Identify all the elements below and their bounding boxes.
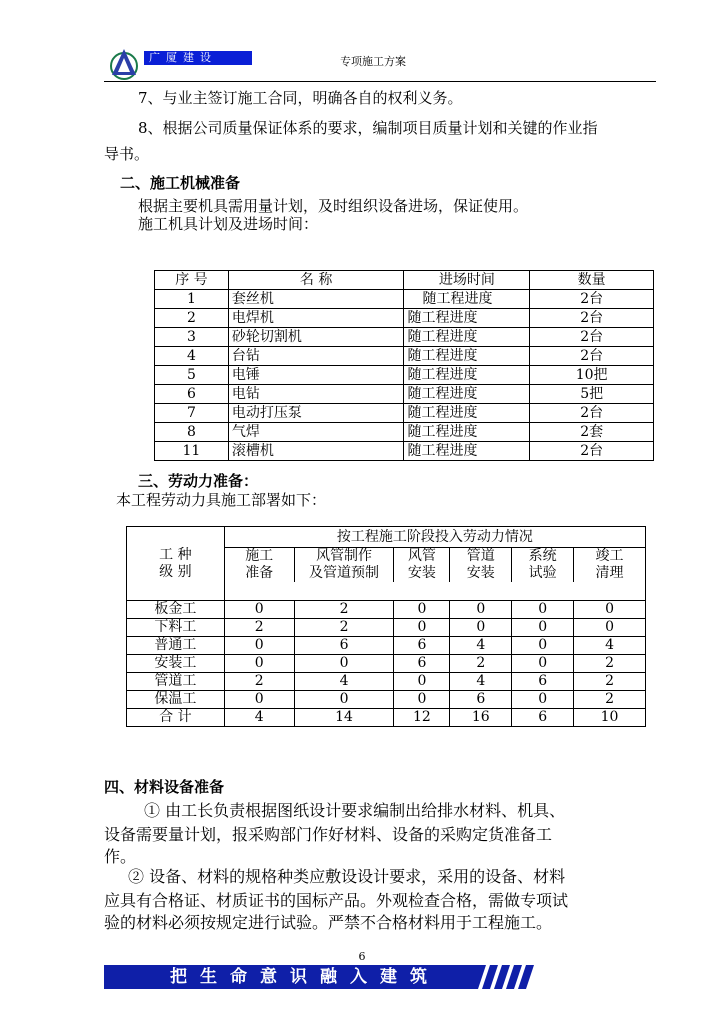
- table-cell: 0: [224, 601, 294, 619]
- table-row: [127, 601, 646, 619]
- table-cell: 管道工: [127, 673, 225, 691]
- phase-header-text: 施工: [245, 548, 274, 564]
- table-cell: 套丝机: [228, 290, 404, 309]
- table-cell: 5: [155, 366, 229, 385]
- table-cell: 2: [574, 673, 646, 691]
- table-cell: 滚槽机: [228, 442, 404, 461]
- phase-header-cell: [512, 548, 574, 583]
- table-cell: 台钻: [228, 347, 404, 366]
- table-row: [155, 423, 654, 442]
- table-cell: 0: [394, 601, 450, 619]
- phase-header-text: 竣工: [595, 548, 624, 564]
- table-cell: 0: [574, 619, 646, 637]
- spacer-cell: [224, 582, 645, 601]
- table-cell: 砂轮切割机: [228, 328, 404, 347]
- table-cell: 电钻: [228, 385, 404, 404]
- header-cell: 名 称: [228, 271, 404, 290]
- table-cell: 安装工: [127, 655, 225, 673]
- table-cell: 0: [394, 691, 450, 709]
- phase-header-text: 风管: [407, 548, 436, 564]
- table-cell: 2台: [530, 347, 654, 366]
- table-cell: 10: [574, 709, 646, 727]
- table-cell: 6: [512, 673, 574, 691]
- table-cell: 12: [394, 709, 450, 727]
- table-cell: 随工程进度: [404, 328, 530, 347]
- table-row: [155, 385, 654, 404]
- table-cell: 6: [155, 385, 229, 404]
- table-cell: 2: [294, 601, 394, 619]
- phase-header-text: 准备: [245, 565, 274, 581]
- table-cell: 电锤: [228, 366, 404, 385]
- table-cell: 2台: [530, 328, 654, 347]
- table-row: [155, 404, 654, 423]
- table-cell: 5把: [530, 385, 654, 404]
- table-cell: 4: [155, 347, 229, 366]
- table-row: [155, 328, 654, 347]
- header-cell: 进场时间: [404, 271, 530, 290]
- footer-stripes: [470, 965, 656, 989]
- table-cell: 2: [450, 655, 512, 673]
- machinery-header-row: [155, 271, 654, 290]
- table-cell: 2: [224, 673, 294, 691]
- labor-group-header-row: [127, 527, 646, 548]
- table-cell: 14: [294, 709, 394, 727]
- table-row: [127, 637, 646, 655]
- phase-header-text: 安装: [466, 565, 495, 581]
- header-divider: [104, 81, 656, 82]
- phase-header-cell: [450, 548, 512, 583]
- table-cell: 7: [155, 404, 229, 423]
- section-4-p1-line-1: ① 由工长负责根据图纸设计要求编制出给排水材料、机具、: [144, 801, 566, 820]
- table-cell: 下料工: [127, 619, 225, 637]
- table-cell: 随工程进度: [404, 347, 530, 366]
- section-4-p2-line-3: 验的材料必须按规定进行试验。严禁不合格材料用于工程施工。: [104, 913, 553, 932]
- section-4-p1-line-2: 设备需要量计划，报采购部门作好材料、设备的采购定货准备工: [104, 825, 553, 844]
- table-cell: 2: [224, 619, 294, 637]
- table-cell: 随工程进度: [404, 423, 530, 442]
- table-cell: 保温工: [127, 691, 225, 709]
- item-8-line-2: 导书。: [104, 145, 150, 163]
- section-2-line-1: 根据主要机具需用量计划，及时组织设备进场，保证使用。: [138, 197, 529, 215]
- trade-header: 工 种: [159, 547, 192, 563]
- phase-header-cell: [294, 548, 394, 583]
- table-row: [155, 442, 654, 461]
- table-row: [127, 619, 646, 637]
- table-cell: 合 计: [127, 709, 225, 727]
- phase-header-text: 管道: [466, 548, 495, 564]
- table-cell: 0: [224, 691, 294, 709]
- group-header: 按工程施工阶段投入劳动力情况: [224, 527, 645, 548]
- trade-level-header: [127, 527, 225, 601]
- section-3-heading: 三、劳动力准备：: [138, 472, 259, 490]
- page-number: 6: [358, 950, 366, 963]
- table-cell: 随工程进度: [404, 442, 530, 461]
- table-cell: 2: [155, 309, 229, 328]
- table-cell: 1: [155, 290, 229, 309]
- table-cell: 0: [294, 691, 394, 709]
- table-cell: 8: [155, 423, 229, 442]
- phase-header-text: 风管制作: [316, 548, 373, 564]
- phase-header-text: 安装: [407, 565, 436, 581]
- table-cell: 2: [574, 691, 646, 709]
- table-cell: 0: [512, 601, 574, 619]
- section-2-heading: 二、施工机械准备: [120, 174, 241, 192]
- table-row: [155, 347, 654, 366]
- table-cell: 6: [294, 637, 394, 655]
- table-cell: 2: [574, 655, 646, 673]
- table-cell: 随工程进度: [404, 290, 530, 309]
- machinery-table: [154, 270, 654, 461]
- table-cell: 16: [450, 709, 512, 727]
- table-cell: 随工程进度: [404, 366, 530, 385]
- phase-header-cell: [394, 548, 450, 583]
- header-cell: 数量: [530, 271, 654, 290]
- phase-header-cell: [574, 548, 646, 583]
- table-cell: 0: [394, 619, 450, 637]
- table-cell: 随工程进度: [404, 309, 530, 328]
- table-row: [155, 366, 654, 385]
- table-cell: 6: [450, 691, 512, 709]
- level-header: 级 别: [159, 564, 192, 580]
- table-cell: 0: [512, 655, 574, 673]
- company-name: 广厦建设: [144, 51, 252, 65]
- table-cell: 2: [294, 619, 394, 637]
- table-cell: 0: [512, 637, 574, 655]
- phase-header-text: 清理: [595, 565, 624, 581]
- table-cell: 电动打压泵: [228, 404, 404, 423]
- section-4-p2-line-2: 应具有合格证、材质证书的国标产品。外观检查合格，需做专项试: [104, 891, 569, 910]
- table-cell: 4: [450, 637, 512, 655]
- company-logo: [104, 46, 144, 80]
- table-row: [155, 290, 654, 309]
- table-row: [127, 709, 646, 727]
- table-cell: 0: [574, 601, 646, 619]
- table-cell: 随工程进度: [404, 404, 530, 423]
- table-cell: 0: [450, 601, 512, 619]
- table-cell: 0: [394, 673, 450, 691]
- table-row: [127, 655, 646, 673]
- header-cell: 序 号: [155, 271, 229, 290]
- table-cell: 2台: [530, 442, 654, 461]
- table-cell: 0: [450, 619, 512, 637]
- section-4-p2-line-1: ② 设备、材料的规格种类应敷设设计要求，采用的设备、材料: [128, 867, 566, 886]
- table-cell: 普通工: [127, 637, 225, 655]
- table-cell: 0: [224, 655, 294, 673]
- table-cell: 4: [294, 673, 394, 691]
- table-cell: 2套: [530, 423, 654, 442]
- item-7: 7、与业主签订施工合同，明确各自的权利义务。: [138, 89, 463, 107]
- table-cell: 2台: [530, 290, 654, 309]
- footer-slogan: 把生命意识融入建筑: [170, 967, 440, 987]
- item-8-line-1: 8、根据公司质量保证体系的要求，编制项目质量计划和关键的作业指: [138, 119, 598, 137]
- document-title: 专项施工方案: [340, 55, 406, 68]
- section-4-heading: 四、材料设备准备: [104, 778, 225, 796]
- phase-header-text: 及管道预制: [309, 565, 380, 581]
- table-cell: 0: [294, 655, 394, 673]
- table-cell: 6: [512, 709, 574, 727]
- labor-table: [126, 526, 646, 727]
- table-row: [127, 691, 646, 709]
- section-4-p1-line-3: 作。: [104, 847, 137, 866]
- phase-header-cell: [224, 548, 294, 583]
- table-cell: 2台: [530, 309, 654, 328]
- table-cell: 3: [155, 328, 229, 347]
- table-cell: 4: [450, 673, 512, 691]
- table-row: [127, 673, 646, 691]
- table-row: [155, 309, 654, 328]
- table-cell: 0: [512, 691, 574, 709]
- table-cell: 6: [394, 637, 450, 655]
- phase-header-text: 试验: [528, 565, 557, 581]
- table-cell: 6: [394, 655, 450, 673]
- section-3-line-1: 本工程劳动力具施工部署如下：: [116, 491, 327, 509]
- phase-header-text: 系统: [528, 548, 557, 564]
- table-cell: 10把: [530, 366, 654, 385]
- table-cell: 板金工: [127, 601, 225, 619]
- table-cell: 电焊机: [228, 309, 404, 328]
- table-cell: 0: [224, 637, 294, 655]
- table-cell: 随工程进度: [404, 385, 530, 404]
- table-cell: 0: [512, 619, 574, 637]
- table-cell: 气焊: [228, 423, 404, 442]
- table-cell: 11: [155, 442, 229, 461]
- table-cell: 4: [574, 637, 646, 655]
- table-cell: 2台: [530, 404, 654, 423]
- section-2-line-2: 施工机具计划及进场时间：: [138, 215, 319, 233]
- table-cell: 4: [224, 709, 294, 727]
